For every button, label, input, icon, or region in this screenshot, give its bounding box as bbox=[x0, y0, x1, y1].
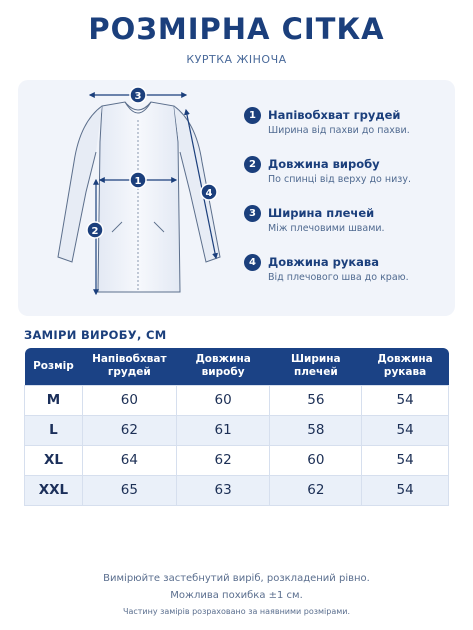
legend-number: 3 bbox=[244, 205, 261, 222]
legend-item-shoulders bbox=[244, 205, 454, 254]
legend-number: 1 bbox=[244, 107, 261, 124]
table-cell: 60 bbox=[270, 445, 362, 475]
size-table bbox=[24, 348, 449, 506]
footnote-tolerance: Можлива похибка ±1 см. bbox=[170, 590, 303, 601]
size-cell: XL bbox=[25, 445, 83, 475]
legend-item-sleeve bbox=[244, 254, 454, 303]
legend-number: 4 bbox=[244, 254, 261, 271]
table-row bbox=[25, 445, 449, 475]
page-title: РОЗМІРНА СІТКА bbox=[88, 12, 385, 46]
legend-description: Від плечового шва до краю. bbox=[268, 272, 409, 283]
size-cell: XXL bbox=[25, 475, 83, 505]
table-row bbox=[25, 415, 449, 445]
legend-number: 2 bbox=[244, 156, 261, 173]
header-size: Розмір bbox=[25, 348, 83, 385]
marker-1 bbox=[130, 172, 146, 188]
legend-title: Довжина виробу bbox=[268, 157, 380, 171]
table-cell: 62 bbox=[176, 445, 270, 475]
marker-2 bbox=[87, 222, 103, 238]
footnote-calculation-note: Частину замірів розраховано за наявними розмірами. bbox=[122, 607, 351, 616]
footnote-measure-instruction: Вимірюйте застебнутий виріб, розкладений рівно. bbox=[103, 573, 370, 584]
table-row bbox=[25, 385, 449, 415]
header-shoulders: Ширина плечей bbox=[270, 348, 362, 385]
table-cell: 54 bbox=[362, 385, 449, 415]
measurement-legend bbox=[244, 107, 454, 303]
table-cell: 54 bbox=[362, 445, 449, 475]
svg-text:1: 1 bbox=[134, 176, 142, 187]
table-cell: 54 bbox=[362, 415, 449, 445]
size-cell: M bbox=[25, 385, 83, 415]
legend-title: Напівобхват грудей bbox=[268, 108, 401, 122]
table-cell: 61 bbox=[176, 415, 270, 445]
marker-3 bbox=[130, 87, 146, 103]
jacket-body bbox=[98, 102, 180, 292]
table-cell: 54 bbox=[362, 475, 449, 505]
table-cell: 64 bbox=[82, 445, 176, 475]
table-cell: 63 bbox=[176, 475, 270, 505]
legend-description: Між плечовими швами. bbox=[268, 223, 385, 234]
table-cell: 65 bbox=[82, 475, 176, 505]
svg-text:3: 3 bbox=[134, 91, 142, 102]
svg-text:2: 2 bbox=[91, 226, 99, 237]
legend-item-chest bbox=[244, 107, 454, 156]
table-cell: 60 bbox=[82, 385, 176, 415]
legend-title: Довжина рукава bbox=[268, 255, 379, 269]
jacket-diagram bbox=[40, 82, 240, 312]
table-header-row bbox=[25, 348, 449, 385]
jacket-right-sleeve bbox=[174, 106, 220, 262]
legend-description: Ширина від пахви до пахви. bbox=[268, 125, 410, 136]
header-sleeve: Довжина рукава bbox=[362, 348, 449, 385]
page-subtitle: КУРТКА ЖІНОЧА bbox=[186, 53, 287, 66]
table-cell: 58 bbox=[270, 415, 362, 445]
table-cell: 60 bbox=[176, 385, 270, 415]
legend-title: Ширина плечей bbox=[268, 206, 375, 220]
table-cell: 56 bbox=[270, 385, 362, 415]
table-cell: 62 bbox=[270, 475, 362, 505]
legend-description: По спинці від верху до низу. bbox=[268, 174, 411, 185]
table-cell: 62 bbox=[82, 415, 176, 445]
legend-item-length bbox=[244, 156, 454, 205]
size-cell: L bbox=[25, 415, 83, 445]
header-length: Довжина виробу bbox=[176, 348, 270, 385]
table-row bbox=[25, 475, 449, 505]
header-chest: Напівобхват грудей bbox=[82, 348, 176, 385]
marker-4 bbox=[201, 184, 217, 200]
svg-text:4: 4 bbox=[205, 188, 213, 199]
table-section-title: ЗАМІРИ ВИРОБУ, СМ bbox=[24, 328, 167, 342]
